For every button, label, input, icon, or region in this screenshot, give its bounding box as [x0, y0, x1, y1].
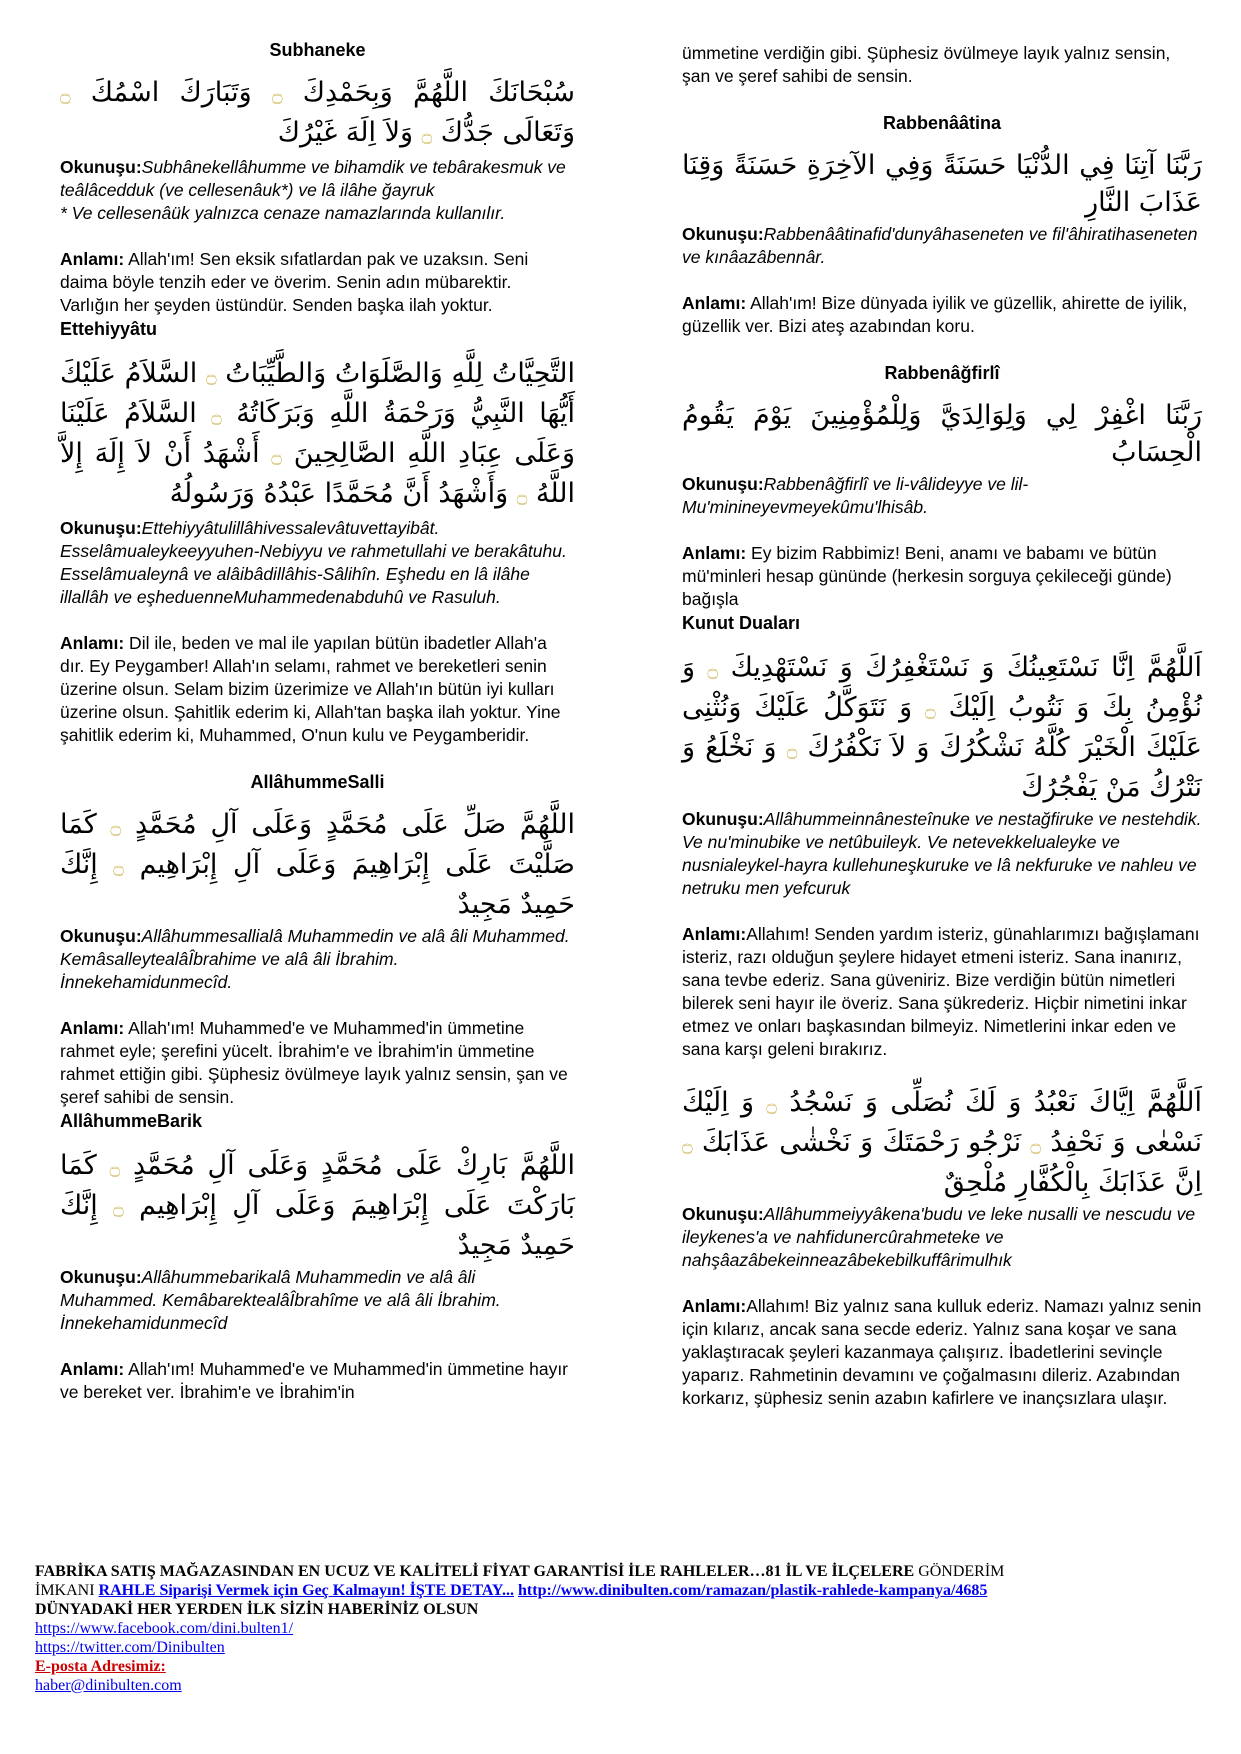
footer [35, 1562, 1215, 1695]
ornament-icon: ۝ [271, 85, 283, 106]
ornament-icon: ۝ [113, 857, 124, 878]
facebook-link[interactable]: https://www.facebook.com/dini.bulten1/ [35, 1620, 294, 1637]
ornament-icon: ۝ [925, 700, 936, 721]
ornament-icon: ۝ [109, 1158, 121, 1179]
ettehiyyatu-okunusu: Okunuşu:Ettehiyyâtulillâhivessalevâtuvettayibât. Esselâmualeykeeyyuhen-Nebiyyu ve rahmetullahi ve berakâtuhu. Esselâmualeynâ ve alâibâdillâhis-Sâlihîn. Eşhedu en lâ ilâhe illallâh ve eşheduenneMuhammedenabduhû ve Rasuluh. [60, 518, 567, 607]
rabbenagfirli-title: Rabbenâğfirlî [884, 363, 1000, 383]
rabbenagfirli-arabic: رَبَّنَا اغْفِرْ لِي وَلِوَالِدَيَّ وَلِلْمُؤْمِنِينَ يَوْمَ يَقُومُ الْحِسَابُ [682, 400, 1202, 468]
right-column [682, 42, 1202, 1410]
kunut-arabic-2: اَللَّهُمَّ اِيَّاكَ نَعْبُدُ وَ لَكَ نُصَلِّى وَ نَسْجُدُ ۝ وَ اِلَيْكَ نَسْعٰى وَ نَحْفِدُ ۝ نَرْجُو رَحْمَتَكَ وَ نَخْشٰى عَذَابَكَ ۝ اِنَّ عَذَابَكَ بِالْكُفَّارِ مُلْحِقٌ [682, 1087, 1203, 1198]
rabbenaatina-title: Rabbenââtina [882, 113, 1002, 133]
kunut-title: Kunut Duaları [682, 613, 801, 633]
barik-section [60, 1109, 575, 1404]
rabbenaatina-section [682, 111, 1202, 338]
ornament-icon: ۝ [516, 486, 528, 507]
kunut-anlami-1: Anlamı:Allahım! Senden yardım isteriz, günahlarımızı bağışlamanı isteriz, razı olduğun şeylere hidayet etmeni isteriz. Sana inanırız, sana tevbe ederiz. Sana güveniriz. Bize verdiğin bütün nimetleri bilerek seni hayır ile överiz. Sana şükrederiz. Hiçbir nimetini inkar etmez ve onları başkasından bilmeyiz. Nimetlerini inkar eden ve sana karşı geleni bırakırız. [682, 924, 1200, 1059]
footer-line-3: DÜNYADAKİ HER YERDEN İLK SİZİN HABERİNİZ OLSUN [35, 1601, 479, 1618]
rabbenagfirli-okunusu: Okunuşu:Rabbenâğfirlî ve li-vâlideyye ve lil-Mu'minineyevmeyekûmu'lhisâb. [682, 474, 1029, 517]
ornament-icon: ۝ [786, 740, 798, 761]
subhaneke-arabic: سُبْحَانَكَ اللَّهُمَّ وَبِحَمْدِكَ ۝ وَتَبَارَكَ اسْمُكَ ۝ وَتَعَالَى جَدُّكَ ۝ وَلاَ اِلَهَ غَيْرُكَ [60, 77, 575, 148]
salli-section [60, 770, 575, 1109]
footer-line-1: FABRİKA SATIŞ MAĞAZASINDAN EN UCUZ VE KALİTELİ FİYAT GARANTİSİ İLE RAHLELER…81 İL VE İLÇELERE GÖNDERİM [35, 1563, 1005, 1580]
rabbenaatina-arabic: رَبَّنَا آتِنَا فِي الدُّنْيَا حَسَنَةً وَفِي الآخِرَةِ حَسَنَةً وَقِنَا عَذَابَ النَّارِ [682, 150, 1202, 218]
ettehiyyatu-anlami: Anlamı: Dil ile, beden ve mal ile yapılan bütün ibadetler Allah'a dır. Ey Peygamber! Allah'ın selamı, rahmet ve bereketleri senin üzerine olsun. Selam bizim üzerimize ve Allah'ın bütün iyi kulları üzerine olsun. Şahitlik ederim ki, Allah'tan başka ilah yoktur. Yine şahitlik ederim ki, Muhammed, O'nun kulu ve Peygamberidir. [60, 633, 561, 745]
ornament-icon: ۝ [211, 406, 222, 427]
ornament-icon: ۝ [682, 1135, 693, 1156]
ornament-icon: ۝ [1030, 1135, 1042, 1156]
salli-okunusu: Okunuşu:Allâhummesallialâ Muhammedin ve alâ âli Muhammed. KemâsalleytealâÎbrahime ve alâ âli İbrahim. İnnekehamidunmecîd. [60, 926, 570, 992]
rahle-url-link[interactable]: http://www.dinibulten.com/ramazan/plastik-rahlede-kampanya/4685 [518, 1582, 988, 1599]
subhaneke-anlami: Anlamı: Allah'ım! Sen eksik sıfatlardan pak ve uzaksın. Seni daima böyle tenzih eder ve överim. Senin adın mübarektir. Varlığın her şeyden üstündür. Senden başka ilah yoktur. [60, 249, 529, 315]
ettehiyyatu-title: Ettehiyyâtu [60, 319, 158, 339]
twitter-link[interactable]: https://twitter.com/Dinibulten [35, 1639, 225, 1656]
salli-title: AllâhummeSalli [250, 772, 385, 792]
ornament-icon: ۝ [421, 125, 433, 146]
email-label: E-posta Adresimiz: [35, 1658, 166, 1675]
kunut-anlami-2: Anlamı:Allahım! Biz yalnız sana kulluk ederiz. Namazı yalnız senin için kılarız, ancak sana secde ederiz. Yalnız sana koşar ve sana yaklaştıracak şeyleri kazanmaya çalışırız. İbadetlerini sevinçle yaparız. Rahmetinin devamını ve çoğalmasını dileriz. Azabından korkarız, şüphesiz senin azabın kafirlere ve inançsızlara ulaşır. [682, 1296, 1202, 1408]
left-column [60, 38, 575, 1404]
ornament-icon: ۝ [60, 85, 71, 106]
barik-okunusu: Okunuşu:Allâhummebarikalâ Muhammedin ve alâ âli Muhammed. KemâbarektealâÎbrahîme ve alâ âli İbrahim. İnnekehamidunmecîd [60, 1267, 501, 1333]
rahle-campaign-link[interactable]: RAHLE Siparişi Vermek için Geç Kalmayın! İŞTE DETAY... [98, 1582, 515, 1599]
ornament-icon: ۝ [271, 446, 282, 467]
barik-anlami: Anlamı: Allah'ım! Muhammed'e ve Muhammed'in ümmetine hayır ve bereket ver. İbrahim'e ve İbrahim'in [60, 1359, 569, 1402]
ettehiyyatu-arabic: التَّحِيَّاتُ لِلَّهِ وَالصَّلَوَاتُ وَالطَّيِّبَاتُ ۝ السَّلاَمُ عَلَيْكَ أَيُّهَا النَّبِيُّ وَرَحْمَةُ اللَّهِ وَبَرَكَاتُهُ ۝ السَّلاَمُ عَلَيْنَا وَعَلَى عِبَادِ اللَّهِ الصَّالِحِينَ ۝ أَشْهَدُ أَنْ لاَ إِلَهَ إِلاَّ اللَّهُ ۝ وَأَشْهَدُ أَنَّ مُحَمَّدًا عَبْدُهُ وَرَسُولُهُ [60, 358, 575, 509]
subhaneke-section [60, 38, 575, 317]
barik-continuation: ümmetine verdiğin gibi. Şüphesiz övülmeye layık yalnız sensin, şan ve şeref sahibi de sensin. [682, 43, 1171, 86]
rabbenaatina-anlami: Anlamı: Allah'ım! Bize dünyada iyilik ve güzellik, ahirette de iyilik, güzellik ver. Bizi ateş azabından koru. [682, 293, 1188, 336]
salli-arabic: اللَّهُمَّ صَلِّ عَلَى مُحَمَّدٍ وَعَلَى آلِ مُحَمَّدٍ ۝ كَمَا صَلَّيْتَ عَلَى إِبْرَاهِيمَ وَعَلَى آلِ إِبْرَاهِيم ۝ إِنَّكَ حَمِيدٌ مَجِيدٌ [60, 809, 575, 920]
kunut-arabic-1: اَللَّهُمَّ اِنَّا نَسْتَعِينُكَ وَ نَسْتَغْفِرُكَ وَ نَسْتَهْدِيكَ ۝ وَ نُؤْمِنُ بِكَ وَ نَتُوبُ اِلَيْكَ ۝ وَ نَتَوَكَّلُ عَلَيْكَ وَنُثْنِى عَلَيْكَ الْخَيْرَ كُلَّهُ نَشْكُرُكَ وَ لاَ نَكْفُرُكَ ۝ وَ نَخْلَعُ وَ نَتْرُكُ مَنْ يَفْجُرُكَ [682, 652, 1202, 803]
ornament-icon: ۝ [707, 660, 719, 681]
email-link[interactable]: haber@dinibulten.com [35, 1677, 182, 1694]
rabbenaatina-okunusu: Okunuşu:Rabbenââtinafid'dunyâhaseneten ve fil'âhiratihaseneten ve kınâazâbennâr. [682, 224, 1198, 267]
salli-anlami: Anlamı: Allah'ım! Muhammed'e ve Muhammed'in ümmetine rahmet eyle; şerefini yücelt. İbrahim'e ve İbrahim'in ümmetine rahmet ettiğin gibi. Şüphesiz övülmeye layık yalnız sensin, şan ve şeref sahibi de sensin. [60, 1018, 568, 1107]
rabbenagfirli-anlami: Anlamı: Ey bizim Rabbimiz! Beni, anamı ve babamı ve bütün mü'minleri hesap gününde (herkesin sorguya çekileceği günde) bağışla [682, 543, 1172, 609]
kunut-section [682, 611, 1202, 1410]
subhaneke-note: * Ve cellesenâük yalnızca cenaze namazlarında kullanılır. [60, 203, 506, 223]
rabbenagfirli-section [682, 361, 1202, 611]
ornament-icon: ۝ [113, 1198, 124, 1219]
subhaneke-title: Subhaneke [269, 40, 366, 60]
kunut-okunusu-2: Okunuşu:Allâhummeiyyâkena'budu ve leke nusalli ve nescudu ve ileykenes'a ve nahfidunercûrahmeteke ve nahşâazâbekeinneazâbekebilkuffârimulhık [682, 1204, 1196, 1270]
ornament-icon: ۝ [110, 817, 122, 838]
ettehiyyatu-section [60, 317, 575, 747]
subhaneke-okunusu: Okunuşu:Subhânekellâhumme ve bihamdik ve tebârakesmuk ve teâlâcedduk (ve cellesenâuk*) ve lâ ilâhe ğayruk [60, 157, 566, 200]
ornament-icon: ۝ [206, 366, 217, 387]
barik-arabic: اللَّهُمَّ بَارِكْ عَلَى مُحَمَّدٍ وَعَلَى آلِ مُحَمَّدٍ ۝ كَمَا بَارَكْتَ عَلَى إِبْرَاهِيمَ وَعَلَى آلِ إِبْرَاهِيم ۝ إِنَّكَ حَمِيدٌ مَجِيدٌ [60, 1150, 575, 1261]
barik-title: AllâhummeBarik [60, 1111, 203, 1131]
footer-line-2: İMKANI RAHLE Siparişi Vermek için Geç Kalmayın! İŞTE DETAY... http://www.dinibulten.com/ramazan/plastik-rahlede-kampanya/4685 [35, 1582, 988, 1599]
ornament-icon: ۝ [766, 1095, 777, 1116]
kunut-okunusu-1: Okunuşu:Allâhummeinnânesteînuke ve nestağfiruke ve nestehdik. Ve nu'minubike ve netûbuileyk. Ve netevekkelualeyke ve nusnialeykel-hayra kullehuneşkuruke ve lâ nekfuruke ve nahleu ve netruku men yefcuruk [682, 809, 1202, 898]
